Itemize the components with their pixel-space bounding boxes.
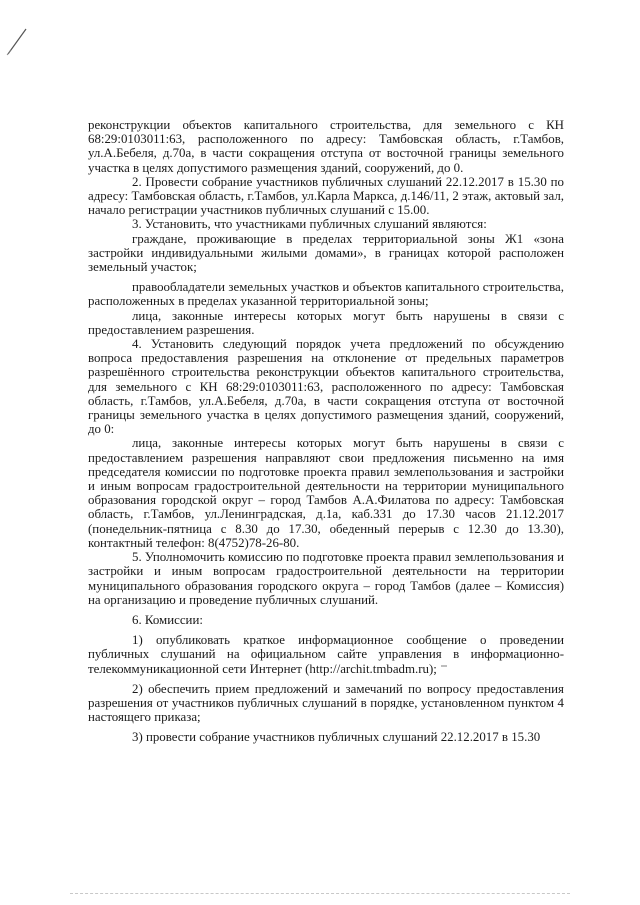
- document-body: [88, 118, 564, 745]
- page-bottom-rule: [70, 893, 570, 894]
- pen-stroke-mark: [6, 26, 28, 56]
- paragraph: 2) обеспечить прием предложений и замечаний по вопросу предоставления разрешения от участников публичных слушаний в порядке, установленном пунктом 4 настоящего приказа;: [88, 681, 564, 725]
- paragraph: 2. Провести собрание участников публичных слушаний 22.12.2017 в 15.30 по адресу: Тамбовская область, г.Тамбов, ул.Карла Маркса, д.146/11, 2 этаж, актовый зал, начало регистрации участников публичных слушаний с 15.00.: [88, 174, 564, 218]
- scan-speck: [441, 665, 447, 667]
- paragraph: правообладатели земельных участков и объектов капитального строительства, расположенных в пределах указанной территориальной зоны;: [88, 280, 564, 309]
- paragraph: 6. Комиссии:: [132, 612, 203, 627]
- paragraph: граждане, проживающие в пределах территориальной зоны Ж1 «зона застройки индивидуальными жилыми домами», в границах которой расположен земельный участок;: [88, 231, 564, 275]
- paragraph: лица, законные интересы которых могут быть нарушены в связи с предоставлением разрешения.: [88, 308, 564, 337]
- paragraph: лица, законные интересы которых могут быть нарушены в связи с предоставлением разрешения направляют свои предложения письменно на имя председателя комиссии по подготовке проекта правил землепользования и застройки и иным вопросам градостроительной деятельности на территории муниципального образования городской округ – город Тамбов А.А.Филатова по адресу: Тамбовская область, г.Тамбов, ул.Ленинградская, д.1а, каб.331 до 17.30 часов 21.12.2017 (понедельник-пятница с 8.30 до 17.30, обеденный перерыв с 12.30 до 13.30), контактный телефон: 8(4752)78-26-80.: [88, 436, 564, 550]
- paragraph: 3) провести собрание участников публичных слушаний 22.12.2017 в 15.30: [132, 730, 541, 745]
- paragraph: 5. Уполномочить комиссию по подготовке проекта правил землепользования и застройки и иным вопросам градостроительной деятельности на территории муниципального образования городского округа – город Тамбов (далее – Комиссия) на организацию и проведение публичных слушаний.: [88, 550, 565, 607]
- paragraph: реконструкции объектов капитального строительства, для земельного с КН 68:29:0103011:63, расположенного по адресу: Тамбовская область, г.Тамбов, ул.А.Бебеля, д.70а, в части сокращения отступа от восточной границы земельного участка в целях допустимого размещения зданий, сооружений, до 0.: [88, 118, 564, 175]
- paragraph: 4. Установить следующий порядок учета предложений по обсуждению вопроса предоставления разрешения на отклонение от предельных параметров разрешённого строительства реконструкции объектов капитального строительства, для земельного с КН 68:29:0103011:63, расположенного по адресу: Тамбовская область, г.Тамбов, ул.А.Бебеля, д.70а, в части сокращения отступа от восточной границы земельного участка в целях допустимого размещения зданий, сооружений, до 0:: [88, 337, 564, 437]
- paragraph: 1) опубликовать краткое информационное сообщение о проведении публичных слушаний на официальном сайте управления в информационно-телекоммуникационной сети Интернет (http://archit.tmbadm.ru);: [88, 633, 564, 676]
- paragraph: 3. Установить, что участниками публичных слушаний являются:: [132, 217, 487, 232]
